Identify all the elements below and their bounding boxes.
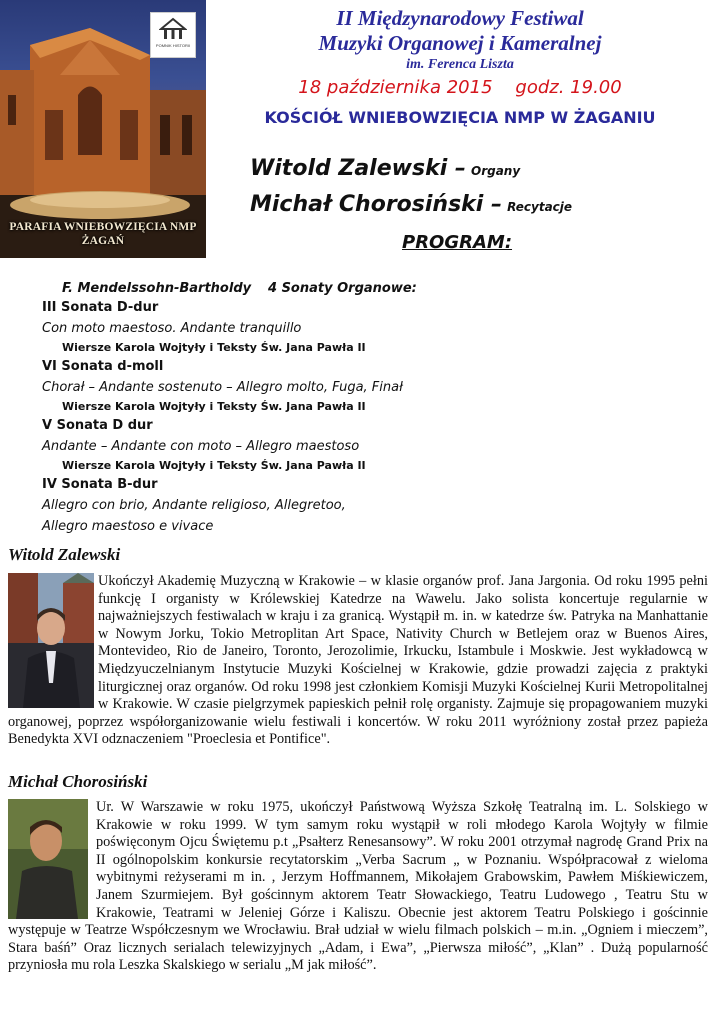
- bio-text-witold: [8, 573, 708, 749]
- bio-paragraph: Ukończył Akademię Muzyczną w Krakowie – w klasie organów prof. Jana Jargonia. Od roku 1995 pełni funkcję I organisty w Królewskiej Katedrze na Wawelu. Jako solista koncertuje regularnie w najważniejszych festiwalach w kraju i za granicą. Wystąpił m. in. w katedrze św. Patryka na Manhattanie w Nowym Jorku, Tokio Metroplitan Art Space, Nativity Church w Betlejem oraz w Buenos Aires, Montevideo, Rio de Janeiro, Toronto, Jerozolimie, Irkucku, Istambule i Moskwie. Jest wykładowcą w Międzyuczelnianym Instytucie Muzyki Kościelnej w Krakowie, gdzie prowadzi zajęcia z praktyki liturgicznej oraz organów. Od roku 1998 jest członkiem Komisji Muzyki Kościelnej Kurii Metropolitalnej w Krakowie. W czasie pielgrzymek papieskich pełnił rolę organisty. Zajmuje się propagowaniem muzyki organowej, poprzez współorganizowanie wielu festiwali i koncertów. W roku 2011 wyróżniony został przez papieża Benedykta XVI odznaczeniem "Proeclesia et Pontifice".: [8, 573, 708, 748]
- sonata-title: III Sonata D-dur: [42, 300, 159, 315]
- sonata-movements: Con moto maestoso. Andante tranquillo: [42, 321, 302, 336]
- sonata-movements: Allegro maestoso e vivace: [42, 519, 214, 534]
- sonata-poems: Wiersze Karola Wojtyły i Teksty Św. Jana Pawła II: [62, 400, 366, 413]
- bio-text-michal: [8, 799, 708, 975]
- sonata-poems: Wiersze Karola Wojtyły i Teksty Św. Jana Pawła II: [62, 459, 366, 472]
- program-heading: PROGRAM:: [402, 232, 513, 253]
- concert-venue: KOŚCIÓŁ WNIEBOWZIĘCIA NMP W ŻAGANIU: [264, 108, 656, 127]
- performer-name: Witold Zalewski –: [250, 156, 466, 181]
- church-photo: [0, 0, 206, 258]
- sonata-movements: Andante – Andante con moto – Allegro maestoso: [42, 439, 360, 454]
- sonata-movements: Chorał – Andante sostenuto – Allegro molto, Fuga, Finał: [42, 380, 403, 395]
- bio-paragraph: Ur. W Warszawie w roku 1975, ukończył Państwową Wyższa Szkołę Teatralną im. L. Solskiego w Krakowie w roku 1999. W tym samym roku wystąpił w roli młodego Karola Wojtyły w filmie poświęconym Ojcu Świętemu p.t „Psałterz Renesansowy”. W roku 2001 otrzymał nagrodę Grand Prix na II ogólnopolskim konkursie recytatorskim „Verba Sacrum „ w Poznaniu. Współpracował z wieloma wybitnymi reżyserami m in. , Jerzym Hoffmannem, Mikołajem Grabowskim, Pawłem Miśkiewiczem, Janem Szurmiejem. Był gościnnym aktorem Teatr Słowackiego, Teatru Ludowego , Teatru Stu w Krakowie, Teatrami w Jeleniej Górze i Kaliszu. Obecnie jest aktorem Teatru Polskiego i gościnnie występuje w Teatrze Współczesnym we Wrocławiu. Brał udział w wielu filmach polskich – m.in. „Ogniem i mieczem”, Stara baśń” Oraz licznych serialach telewizyjnych „Adam, i Ewa”, „Pierwsza miłość”, „Klan” . Dużą popularność przyniosła mu rola Leszka Skalskiego w serialu „M jak miłość”.: [8, 799, 708, 974]
- festival-title-line-1: II Międzynarodowy Festiwal: [336, 6, 584, 30]
- performer-2: [250, 192, 572, 217]
- church-logo-icon: [159, 17, 187, 41]
- caption-line-2: ŻAGAŃ: [81, 235, 125, 247]
- festival-title-line-2: Muzyki Organowej i Kameralnej: [318, 31, 602, 55]
- program-composer: F. Mendelssohn-Bartholdy: [62, 281, 252, 296]
- sonata-title: IV Sonata B-dur: [42, 477, 158, 492]
- bio-heading: Michał Chorosiński: [8, 772, 148, 791]
- sonata-poems: Wiersze Karola Wojtyły i Teksty Św. Jana Pawła II: [62, 341, 366, 354]
- festival-patron: im. Ferenca Liszta: [406, 57, 514, 72]
- caption-line-1: PARAFIA WNIEBOWZIĘCIA NMP: [9, 221, 197, 233]
- sonata-movements: Allegro con brio, Andante religioso, Allegretoo,: [42, 498, 346, 513]
- performer-name: Michał Chorosiński –: [250, 192, 503, 217]
- portrait-witold: [8, 573, 94, 708]
- heritage-logo: [150, 12, 196, 58]
- portrait-michal: [8, 799, 88, 919]
- concert-date-time: 18 października 2015 godz. 19.00: [298, 77, 622, 98]
- sonata-title: V Sonata D dur: [42, 418, 153, 433]
- logo-text: POMNIK HISTORII: [155, 43, 191, 48]
- church-caption: [0, 220, 206, 248]
- sonata-title: VI Sonata d-moll: [42, 359, 164, 374]
- performer-role: Organy: [471, 164, 521, 178]
- performer-role: Recytacje: [507, 200, 573, 214]
- program-work: 4 Sonaty Organowe:: [268, 281, 417, 296]
- bio-heading: Witold Zalewski: [8, 545, 121, 564]
- performer-1: [250, 156, 520, 181]
